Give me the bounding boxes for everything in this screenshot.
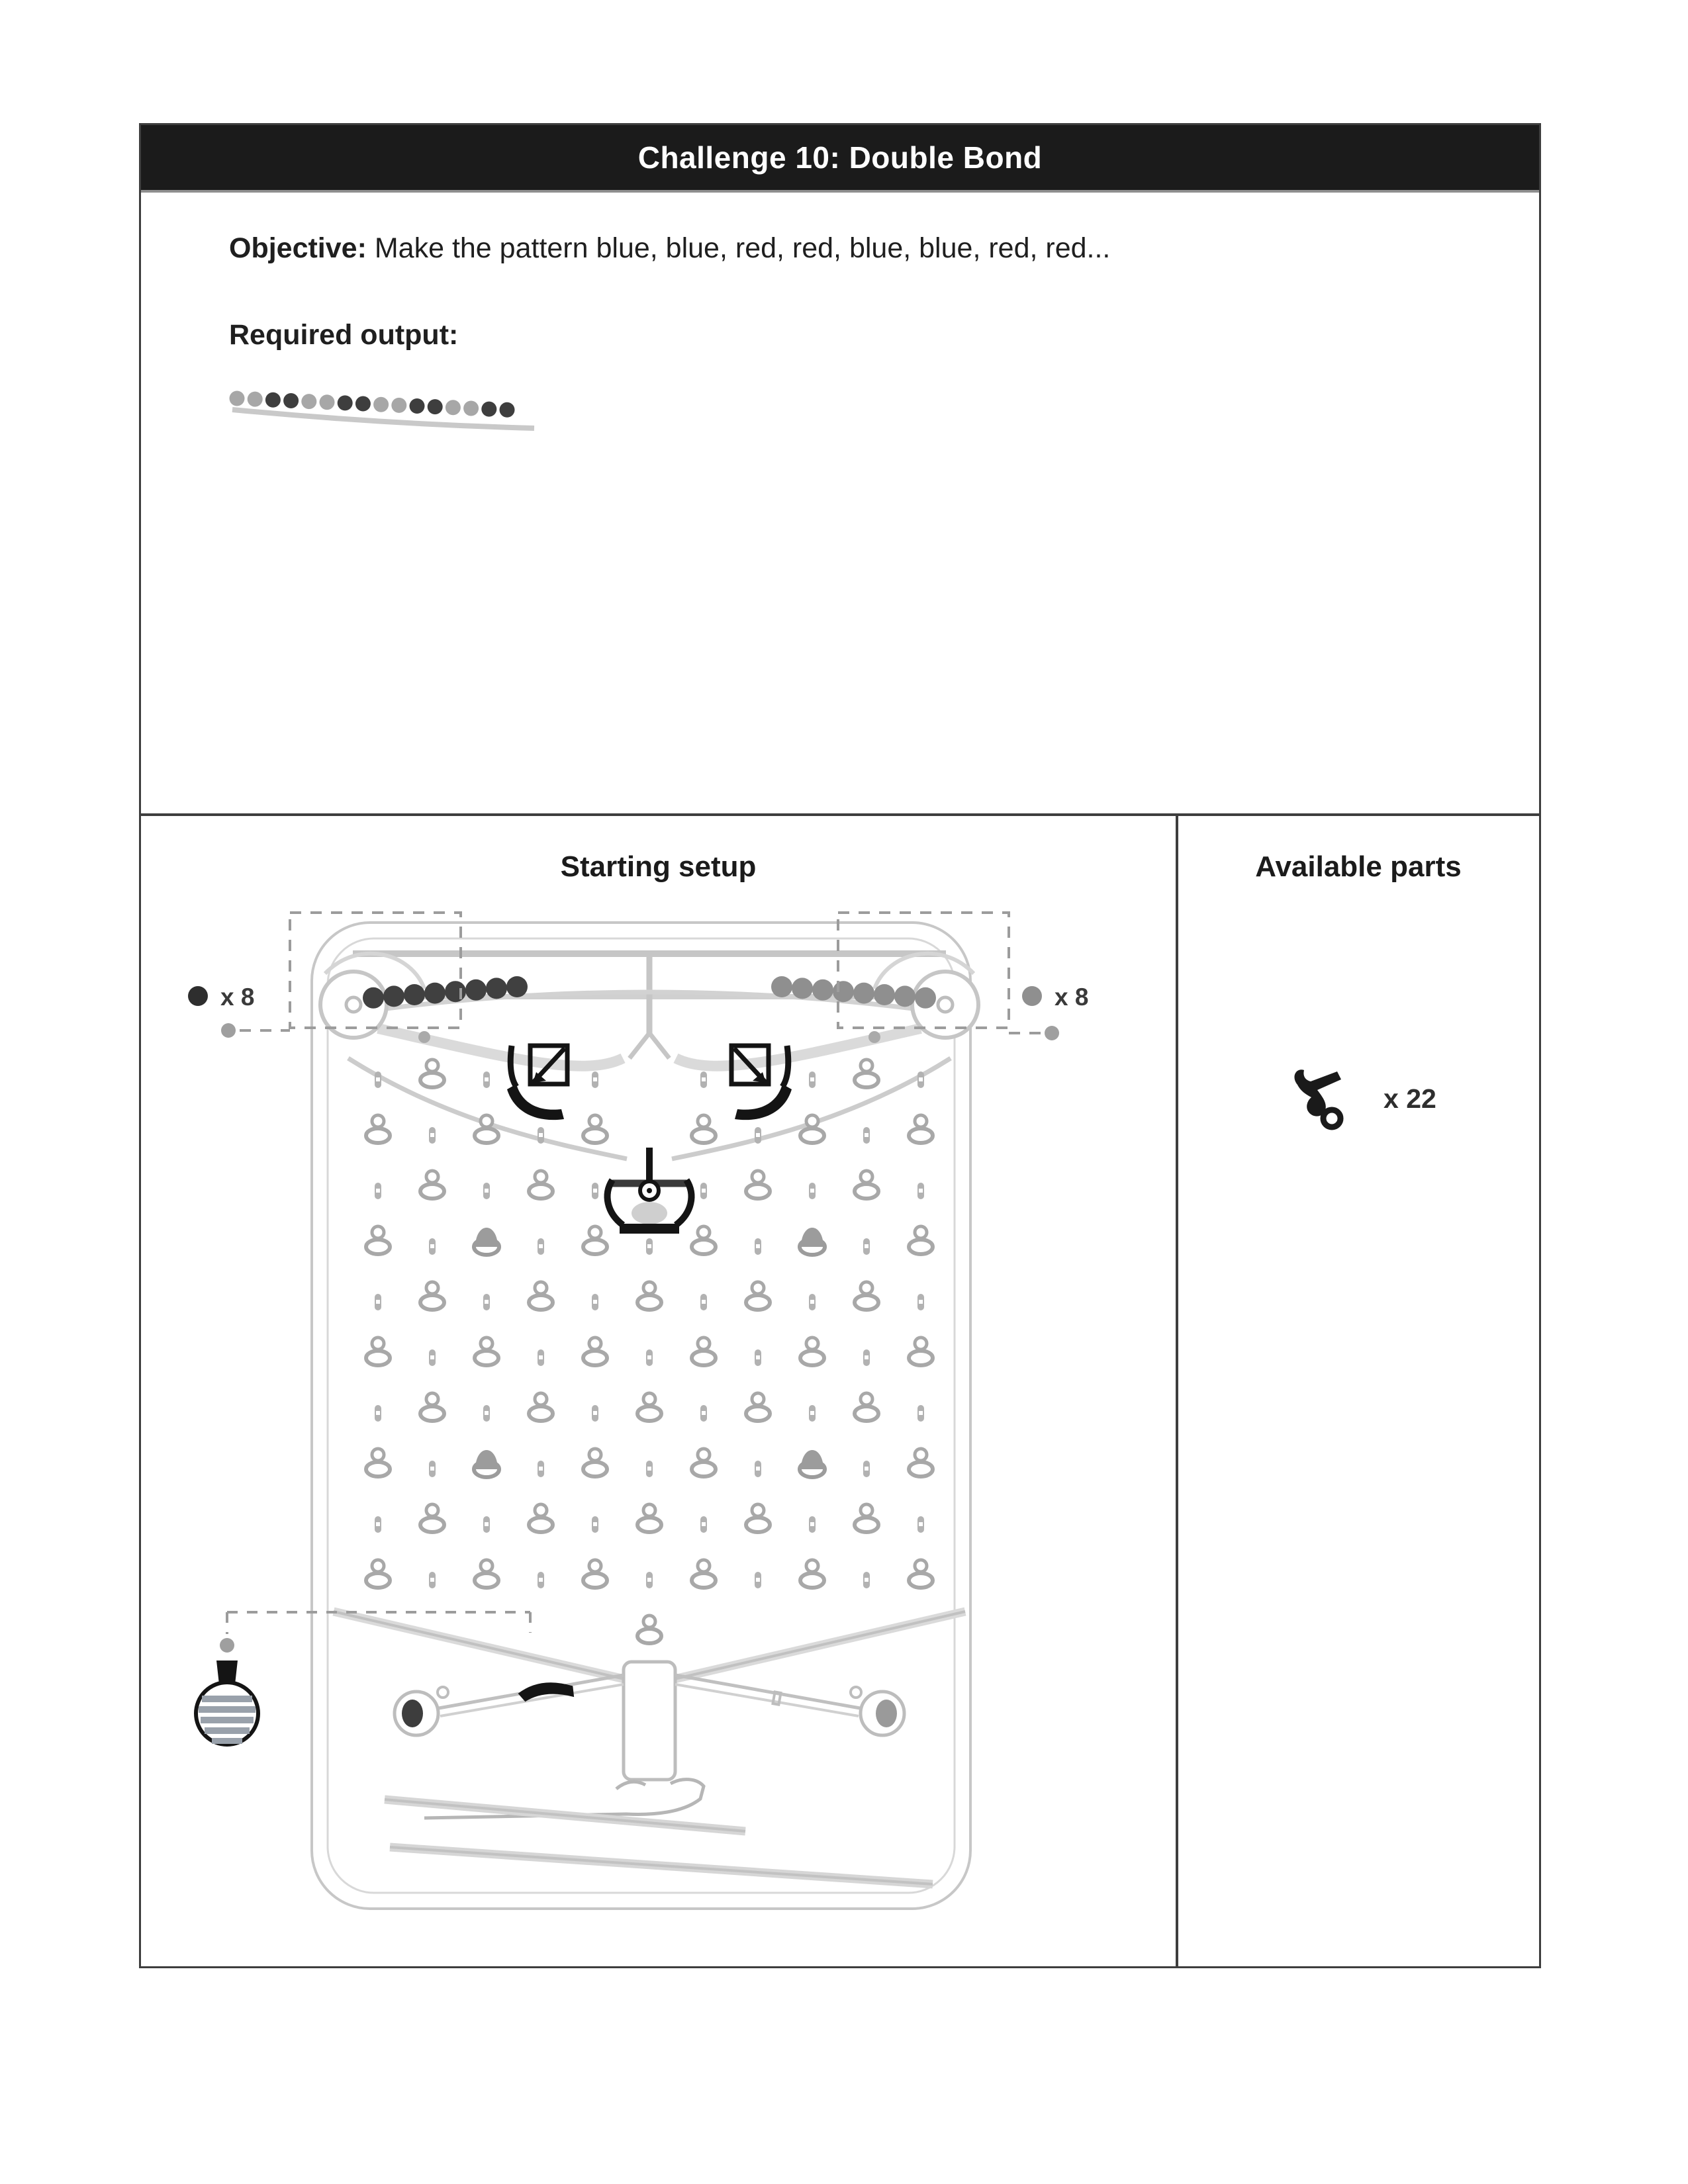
objective-line bbox=[229, 231, 1454, 267]
board-slot-gap bbox=[539, 1244, 543, 1248]
board-socket bbox=[643, 1393, 655, 1405]
board-slot-gap bbox=[647, 1355, 651, 1359]
output-ball-red bbox=[338, 395, 353, 410]
blue-ball-count-icon bbox=[188, 986, 208, 1006]
board-slot-gap bbox=[539, 1133, 543, 1137]
board-slot-gap bbox=[702, 1077, 706, 1081]
board-socket bbox=[698, 1338, 710, 1349]
board-socket bbox=[806, 1560, 818, 1572]
board-socket bbox=[861, 1504, 872, 1516]
board-diagram bbox=[160, 860, 1172, 1919]
required-output-label: Required output: bbox=[229, 319, 459, 351]
board-socket bbox=[643, 1615, 655, 1627]
board-socket bbox=[915, 1115, 927, 1127]
board-slot-gap bbox=[485, 1411, 489, 1415]
board-slot-gap bbox=[919, 1522, 923, 1526]
red-queue-ball bbox=[853, 983, 874, 1004]
left-leader-ball bbox=[221, 1023, 236, 1038]
available-parts-panel bbox=[1176, 816, 1538, 1968]
right-wheel-hub bbox=[938, 997, 953, 1012]
board-slot-gap bbox=[593, 1189, 597, 1193]
board-slot-gap bbox=[593, 1300, 597, 1304]
board-slot-gap bbox=[539, 1467, 543, 1471]
board-slot-gap bbox=[376, 1077, 380, 1081]
red-queue-ball bbox=[874, 984, 895, 1005]
red-queue-ball bbox=[915, 987, 936, 1009]
left-lever-peg bbox=[438, 1687, 448, 1698]
output-ball-red bbox=[481, 402, 496, 417]
board-slot-gap bbox=[810, 1522, 814, 1526]
board-slot-gap bbox=[810, 1077, 814, 1081]
blue-queue-ball bbox=[424, 983, 445, 1004]
board-socket bbox=[915, 1338, 927, 1349]
board-socket bbox=[481, 1338, 492, 1349]
output-ball-blue bbox=[230, 391, 245, 406]
blue-queue-ball bbox=[486, 978, 507, 999]
board-slot-gap bbox=[702, 1189, 706, 1193]
output-ball-blue bbox=[445, 400, 461, 415]
board-slot-gap bbox=[865, 1355, 868, 1359]
blue-queue-ball bbox=[465, 979, 487, 1001]
board-slot-gap bbox=[430, 1133, 434, 1137]
board-socket bbox=[426, 1060, 438, 1071]
board-socket bbox=[752, 1282, 764, 1294]
required-output-pattern bbox=[227, 387, 545, 440]
board-socket bbox=[915, 1449, 927, 1461]
output-ball-blue bbox=[373, 397, 389, 412]
red-queue-ball bbox=[833, 981, 854, 1002]
board-socket bbox=[752, 1393, 764, 1405]
starting-setup-panel bbox=[141, 816, 1176, 1968]
board-slot-gap bbox=[647, 1467, 651, 1471]
right-count-label: x 8 bbox=[1055, 983, 1089, 1011]
challenge-card bbox=[139, 123, 1541, 1968]
magnified-ball bbox=[196, 1682, 258, 1745]
board-slot-gap bbox=[539, 1578, 543, 1582]
board-slot-gap bbox=[756, 1355, 760, 1359]
board-socket bbox=[861, 1393, 872, 1405]
red-queue-ball bbox=[894, 985, 915, 1007]
board-socket bbox=[535, 1282, 547, 1294]
board-slot-gap bbox=[919, 1411, 923, 1415]
right-leader-ball bbox=[1045, 1026, 1059, 1040]
board-slot-gap bbox=[430, 1244, 434, 1248]
board-slot-gap bbox=[865, 1133, 868, 1137]
blue-queue-ball bbox=[445, 981, 466, 1002]
board-slot-gap bbox=[430, 1467, 434, 1471]
blue-queue-ball bbox=[363, 987, 384, 1009]
board-socket bbox=[426, 1282, 438, 1294]
output-ball-red bbox=[410, 398, 425, 414]
red-queue-ball bbox=[812, 979, 833, 1001]
board-slot-gap bbox=[810, 1300, 814, 1304]
callout-ball bbox=[220, 1638, 234, 1653]
ramp-part-icon bbox=[1284, 1062, 1357, 1135]
board-slot-gap bbox=[430, 1355, 434, 1359]
available-parts-heading: Available parts bbox=[1255, 850, 1462, 883]
board-socket bbox=[589, 1560, 601, 1572]
right-spare-ball bbox=[868, 1031, 880, 1043]
board-slot-gap bbox=[376, 1300, 380, 1304]
ramp-icon-ring bbox=[1323, 1110, 1340, 1127]
output-ball-red bbox=[355, 396, 371, 412]
board-socket bbox=[589, 1449, 601, 1461]
board-socket bbox=[589, 1338, 601, 1349]
board-socket bbox=[861, 1060, 872, 1071]
board-slot-gap bbox=[865, 1244, 868, 1248]
board-socket bbox=[535, 1504, 547, 1516]
board-socket bbox=[426, 1171, 438, 1183]
board-socket bbox=[481, 1115, 492, 1127]
board-slot-gap bbox=[702, 1300, 706, 1304]
board-slot-gap bbox=[376, 1411, 380, 1415]
output-ball-red bbox=[265, 392, 281, 408]
board-slot-gap bbox=[919, 1077, 923, 1081]
output-ball-blue bbox=[248, 392, 263, 407]
board-slot-gap bbox=[865, 1578, 868, 1582]
board-slot-gap bbox=[810, 1411, 814, 1415]
board-slot-gap bbox=[702, 1411, 706, 1415]
board-socket bbox=[915, 1560, 927, 1572]
board-socket bbox=[643, 1504, 655, 1516]
objective-label: Objective: bbox=[229, 232, 367, 264]
output-ball-blue bbox=[463, 400, 479, 416]
objective-text: Make the pattern blue, blue, red, red, blue, blue, red, red... bbox=[366, 232, 1111, 264]
output-ball-red bbox=[500, 402, 515, 418]
board-slot-gap bbox=[919, 1300, 923, 1304]
board-socket bbox=[752, 1171, 764, 1183]
left-count-label: x 8 bbox=[220, 983, 255, 1011]
board-socket bbox=[535, 1171, 547, 1183]
board-slot-gap bbox=[810, 1189, 814, 1193]
board-slot-gap bbox=[756, 1244, 760, 1248]
board-socket bbox=[481, 1560, 492, 1572]
board-socket bbox=[589, 1226, 601, 1238]
board-socket bbox=[752, 1504, 764, 1516]
red-ball-count-icon bbox=[1022, 986, 1042, 1006]
board-socket bbox=[589, 1115, 601, 1127]
board-slot-gap bbox=[376, 1189, 380, 1193]
ramp-part-count: x 22 bbox=[1383, 1083, 1436, 1114]
right-weight-ball bbox=[876, 1700, 897, 1727]
starting-setup-heading: Starting setup bbox=[560, 850, 757, 883]
board-socket bbox=[372, 1449, 384, 1461]
board-socket bbox=[861, 1171, 872, 1183]
board-slot-gap bbox=[485, 1522, 489, 1526]
output-ball-red bbox=[428, 399, 443, 414]
board-socket bbox=[426, 1393, 438, 1405]
card-header bbox=[141, 125, 1539, 193]
board-slot-gap bbox=[647, 1244, 651, 1248]
left-wheel-hub bbox=[346, 997, 361, 1012]
board-socket bbox=[698, 1449, 710, 1461]
red-queue-ball bbox=[792, 978, 813, 999]
board-slot-gap bbox=[593, 1077, 597, 1081]
blue-queue-ball bbox=[383, 985, 404, 1007]
available-part-row bbox=[1284, 1062, 1436, 1135]
board-slot-gap bbox=[485, 1077, 489, 1081]
board-socket bbox=[861, 1282, 872, 1294]
board-slot-gap bbox=[756, 1578, 760, 1582]
board-slot-gap bbox=[485, 1300, 489, 1304]
board-socket bbox=[698, 1560, 710, 1572]
board-slot-gap bbox=[593, 1411, 597, 1415]
board-socket bbox=[426, 1504, 438, 1516]
blue-queue-ball bbox=[506, 976, 528, 997]
board-slot-gap bbox=[539, 1355, 543, 1359]
ball-collection-tray bbox=[624, 1662, 675, 1780]
board-slot-gap bbox=[919, 1189, 923, 1193]
board-socket bbox=[372, 1560, 384, 1572]
board-socket bbox=[698, 1115, 710, 1127]
board-slot-gap bbox=[430, 1578, 434, 1582]
board-slot-gap bbox=[702, 1522, 706, 1526]
board-slot-gap bbox=[376, 1522, 380, 1526]
left-spare-ball bbox=[418, 1031, 430, 1043]
board-slot-gap bbox=[647, 1578, 651, 1582]
board-slot-gap bbox=[593, 1522, 597, 1526]
output-ball-blue bbox=[301, 394, 316, 409]
board-socket bbox=[535, 1393, 547, 1405]
board-slot-gap bbox=[756, 1133, 760, 1137]
board-slot-gap bbox=[485, 1189, 489, 1193]
board-slot-gap bbox=[865, 1467, 868, 1471]
red-queue-ball bbox=[771, 976, 792, 997]
right-lever-peg bbox=[851, 1687, 861, 1698]
board-socket bbox=[915, 1226, 927, 1238]
blue-queue-ball bbox=[404, 984, 425, 1005]
board-socket bbox=[806, 1338, 818, 1349]
board-socket bbox=[372, 1338, 384, 1349]
board-slot-gap bbox=[756, 1467, 760, 1471]
left-weight-ball bbox=[402, 1700, 423, 1727]
output-ball-blue bbox=[391, 398, 406, 413]
board-socket bbox=[372, 1226, 384, 1238]
board-socket bbox=[643, 1282, 655, 1294]
card-title: Challenge 10: Double Bond bbox=[637, 140, 1043, 175]
output-ball-red bbox=[283, 393, 299, 408]
board-socket bbox=[372, 1115, 384, 1127]
board-socket bbox=[698, 1226, 710, 1238]
output-ball-blue bbox=[320, 394, 335, 410]
board-socket bbox=[806, 1115, 818, 1127]
